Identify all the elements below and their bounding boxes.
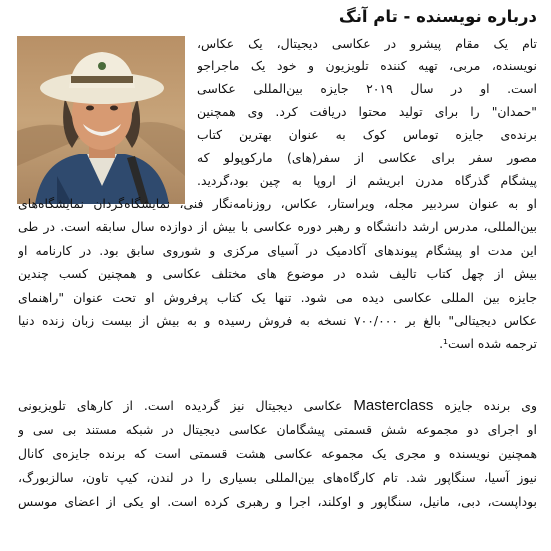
text-line: نیوز آسیا، سنگاپور شد. تام کارگاه‌های بین‌المللی بسیاری را در لندن، کیپ تاون، سالزبورگ، (18, 470, 537, 485)
text-line: نویسنده، مربی، تهیه کننده تلویزیون و خود یک ماجراجو (197, 58, 537, 73)
text-segment: وی برنده جایزه (444, 398, 537, 413)
text-line: برنده‌ی جایزه توماس کوک به عنوان بهترین کتاب (197, 127, 537, 142)
author-photo-image (17, 36, 185, 204)
page-title: درباره نویسنده - تام آنگ (338, 7, 537, 26)
text-line: بین‌المللی، مدرس ارشد دانشگاه و رهبر دوره عکاسی با بیش از دوازده سال سابقه است. در طی (18, 219, 537, 234)
text-line: این مدت او پیشگام پیوندهای آکادمیک در آسیای مرکزی و شوروی سابق بود. در کارنامه او (18, 243, 537, 258)
text-line: "حمدان" را برای تولید محتوا دریافت کرد. وی همچنین (197, 104, 537, 119)
masterclass-term: Masterclass (353, 398, 434, 414)
text-line: جایزه بین المللی عکاسی دیده می شود. تنها یک کتاب پرفروش او تحت عنوان "راهنمای (18, 290, 537, 305)
text-line: مصور سفر برای عکاسی از سفر(های) مارکوپولو که (197, 150, 537, 165)
text-line: ترجمه شده است¹. (439, 336, 537, 351)
text-line: بیش از چهل کتاب تالیف شده در موضوع های مختلف عکاسی و همچنین کسب چندین (18, 266, 537, 281)
text-line: همچنین نویسنده و مجری یک مجموعه عکاسی هشت قسمتی است که برنده جایزه‌ی کانال (18, 446, 537, 461)
text-segment: عکاسی دیجیتال نیز گردیده است. از کارهای تلویزیونی (18, 398, 343, 413)
author-photo (17, 36, 185, 204)
text-line (18, 398, 537, 414)
text-line: است. او در سال ۲۰۱۹ جایزه بین‌المللی عکاسی (197, 81, 537, 96)
text-line: او به عنوان سردبیر مجله، ویراستار، عکاس، روزنامه‌نگار فنی، نمایشگاه‌گردان نمایشگاه‌های (18, 196, 537, 211)
text-line: پیشگام گذرگاه مدرن ابریشم از اروپا به چین بود،گردید. (197, 173, 537, 188)
text-line: عکاس دیجیتالی" بالغ بر ۷۰۰/۰۰۰ نسخه به فروش رسیده و به بیش از بیست زبان زنده دنیا (18, 313, 537, 328)
text-line: او اجرای دو مجموعه شش قسمتی پیشگامان عکاسی دیجیتال در شبکه مستند بی سی و (18, 422, 537, 437)
text-line: بوداپست، دبی، مانیل، سنگاپور و اوکلند، اجرا و رهبری کرده است. او یکی از اعضای موسس (18, 494, 537, 509)
text-line: تام یک مقام پیشرو در عکاسی دیجیتال، یک عکاس، (197, 36, 537, 51)
